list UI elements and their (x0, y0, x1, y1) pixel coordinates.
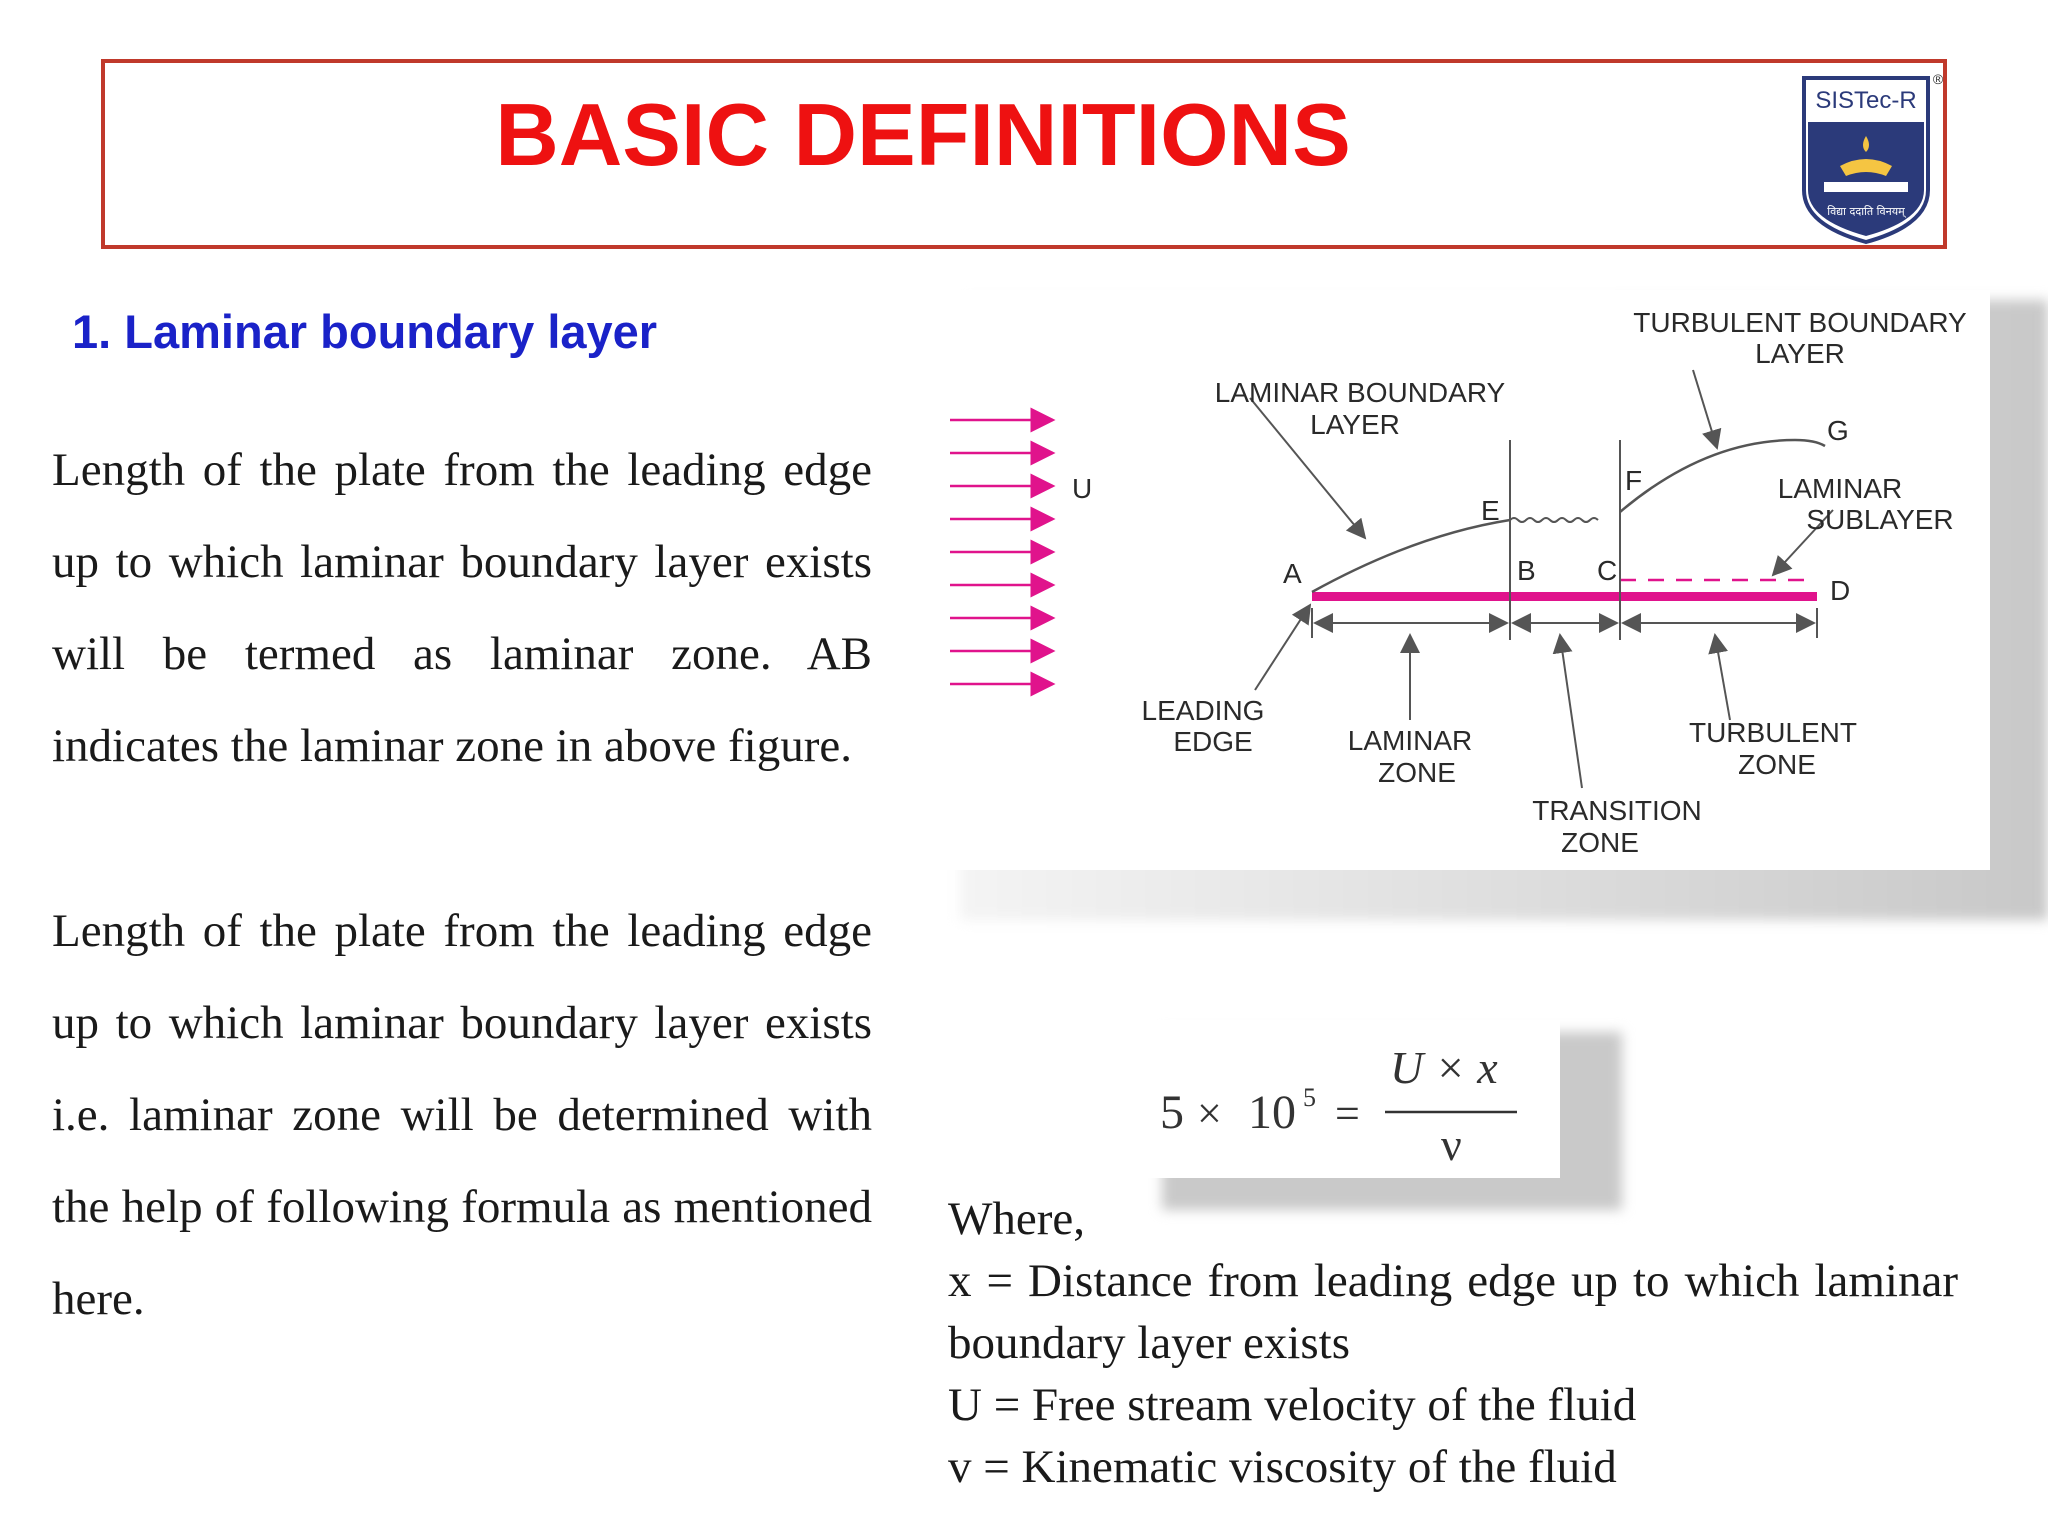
label-point-a: A (1283, 558, 1302, 589)
transition-wavy-curve (1510, 518, 1598, 522)
formula-numerator: U × x (1390, 1042, 1498, 1093)
definition-v: v = Kinematic viscosity of the fluid (948, 1441, 1617, 1493)
formula-denominator: ν (1441, 1119, 1462, 1170)
boundary-layer-figure (945, 290, 1990, 870)
label-leading-edge-2: EDGE (1173, 726, 1253, 757)
paragraph-laminar-zone: Length of the plate from the leading edge up to which laminar boundary layer exists will be termed as laminar zone. AB indicates the laminar zone in above figure. (52, 444, 872, 772)
label-point-d: D (1830, 575, 1851, 606)
label-laminar-bl-2: LAYER (1310, 409, 1400, 440)
label-point-g: G (1827, 415, 1849, 446)
formula-coefficient: 5 (1160, 1086, 1184, 1139)
formula-svg (1145, 1020, 1560, 1178)
label-laminar-sublayer-2: SUBLAYER (1806, 504, 1954, 535)
label-point-e: E (1481, 495, 1500, 526)
zone-dimension-lines (1312, 608, 1817, 638)
formula-equals: = (1335, 1089, 1360, 1138)
variable-definitions (948, 1188, 1958, 1498)
formula-exponent: 5 (1303, 1083, 1316, 1112)
laminar-boundary-curve (1312, 520, 1510, 592)
formula-base: 10 (1248, 1086, 1296, 1139)
label-laminar-sublayer-1: LAMINAR (1777, 473, 1903, 504)
label-transition-zone-1: TRANSITION (1532, 795, 1702, 826)
label-u: U (1072, 473, 1093, 504)
logo-label: SISTec-R (1815, 87, 1917, 114)
label-turbulent-zone-2: ZONE (1738, 749, 1816, 780)
label-laminar-bl-1: LAMINAR BOUNDARY (1214, 377, 1506, 408)
label-laminar-zone-2: ZONE (1378, 757, 1456, 788)
label-turbulent-bl-1: TURBULENT BOUNDARY (1633, 307, 1967, 338)
page-title: BASIC DEFINITIONS (495, 85, 1351, 184)
paragraph-formula-intro: Length of the plate from the leading edge up to which laminar boundary layer exists i.e. laminar zone will be determined with the help of following formula as mentioned here. (52, 905, 872, 1325)
label-point-f: F (1625, 465, 1643, 496)
label-turbulent-bl-2: LAYER (1755, 338, 1845, 369)
boundary-layer-diagram (945, 290, 1990, 870)
label-laminar-zone-1: LAMINAR (1347, 725, 1473, 756)
where-heading: Where, (948, 1193, 1085, 1245)
free-stream-arrows (950, 420, 1053, 684)
label-transition-zone-2: ZONE (1561, 827, 1639, 858)
flat-plate (1312, 592, 1817, 601)
institution-logo (1800, 70, 1946, 250)
logo-motto: विद्या ददाति विनयम् (1827, 205, 1905, 218)
label-turbulent-zone-1: TURBULENT (1688, 717, 1858, 748)
reynolds-formula (1145, 1020, 1560, 1178)
definition-u: U = Free stream velocity of the fluid (948, 1379, 1637, 1431)
book-icon (1824, 182, 1908, 192)
formula-times: × (1197, 1089, 1222, 1138)
section-heading: 1. Laminar boundary layer (72, 305, 658, 358)
label-point-b: B (1517, 555, 1536, 586)
label-point-c: C (1597, 555, 1618, 586)
definition-x: x = Distance from leading edge up to which laminar boundary layer exists (948, 1255, 1958, 1369)
registered-mark: ® (1932, 71, 1944, 87)
label-leading-edge-1: LEADING (1141, 695, 1265, 726)
